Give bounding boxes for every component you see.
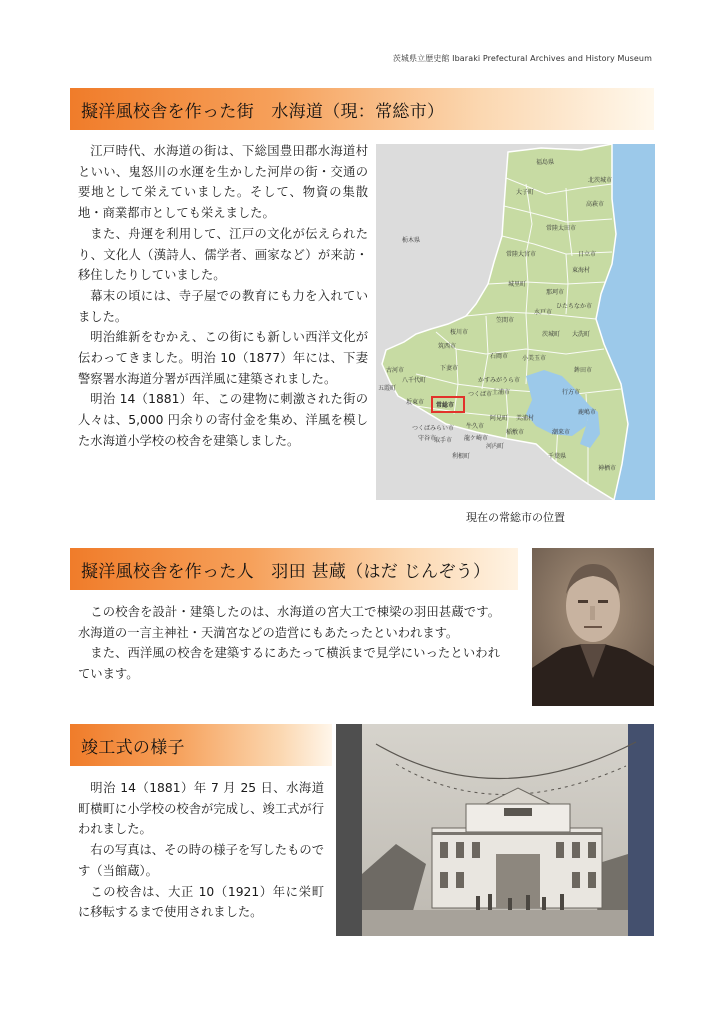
map-label-hitachiomiya: 常陸大宮市: [506, 251, 537, 258]
map-label-koga: 古河市: [386, 367, 405, 374]
map-label-kasama: 笠間市: [496, 317, 515, 324]
map-caption: 現在の常総市の位置: [466, 511, 565, 524]
map-label-chiba: 千葉県: [548, 453, 567, 460]
map-label-kashima: 鹿嶋市: [578, 409, 597, 416]
map-label-tsukubamirai: つくばみらい市: [412, 425, 455, 432]
town-paragraph-5: 明治 14（1881）年、この建物に刺激された街の人々は、5,000 円余りの寄付金を集め、洋風を模した水海道小学校の校舎を建築しました。: [78, 392, 368, 448]
map-label-daigo: 大子町: [516, 189, 535, 196]
person-description: [78, 602, 500, 685]
ceremony-paragraph-3: この校舎は、大正 10（1921）年に栄町に移転するまで使用されました。: [78, 884, 324, 920]
map-label-kamisu: 神栖市: [598, 465, 617, 472]
map-label-inashiki: 稲敷市: [506, 429, 525, 436]
map-label-kawachi: 河内町: [486, 443, 505, 450]
portrait-photo-hada-jinzo: [532, 548, 654, 706]
section-title-ceremony: 竣工式の様子: [81, 737, 185, 758]
map-label-hitachi: 日立市: [578, 251, 597, 258]
section-title-town: 擬洋風校舎を作った街 水海道（現：常総市）: [81, 101, 445, 122]
town-paragraph-4: 明治維新をむかえ、この街にも新しい西洋文化が伝わってきました。明治 10（1877）年には、下妻警察署水海道分署が西洋風に建築されました。: [78, 330, 368, 386]
map-label-tone: 利根町: [452, 453, 471, 460]
map-label-ami: 阿見町: [490, 415, 509, 422]
map-label-takahagi: 高萩市: [586, 201, 605, 208]
section-title-bar-person: [70, 548, 518, 590]
map-label-hitachinaka: ひたちなか市: [556, 303, 593, 310]
map-label-tsukuba: つくば市: [468, 391, 493, 398]
map-label-sakuragawa: 桜川市: [450, 329, 469, 336]
ceremony-paragraph-2: 右の写真は、その時の様子を写したものです（当館蔵）。: [78, 843, 324, 878]
map-label-moriya: 守谷市: [418, 435, 437, 442]
map-label-kasumigaura: かすみがうら市: [478, 377, 521, 384]
map-label-shimotsuma: 下妻市: [440, 365, 459, 372]
map-label-tochigi: 栃木県: [402, 237, 421, 244]
section-title-bar-town: [70, 88, 654, 130]
map-label-goka: 五霞町: [378, 385, 397, 392]
map-label-tokai: 東海村: [572, 267, 591, 274]
organization-header: 茨城県立歴史館 Ibaraki Prefectural Archives and History Museum: [392, 54, 652, 63]
map-label-toride: 取手市: [434, 437, 453, 444]
map-label-yachiyo: 八千代町: [402, 377, 427, 384]
map-label-fukushima: 福島県: [536, 159, 555, 166]
map-label-omitama: 小美玉市: [522, 355, 547, 362]
map-label-itako: 潮来市: [552, 429, 571, 436]
map-label-ushiku: 牛久市: [466, 423, 485, 430]
map-label-chikusei: 筑西市: [438, 343, 457, 350]
town-paragraph-1: 江戸時代、水海道の街は、下総国豊田郡水海道村といい、鬼怒川の水運を生かした河岸の街・交通の要地として栄えていました。そして、物資の集散地・商業都市としても栄えました。: [78, 144, 368, 221]
section-title-person: 擬洋風校舎を作った人 羽田 甚蔵（はだ じんぞう）: [81, 561, 491, 582]
map-label-hitachiota: 常陸太田市: [546, 225, 577, 232]
map-label-shirosato: 城里町: [508, 281, 527, 288]
map-label-namegata: 行方市: [562, 389, 581, 396]
map-label-tsuchiura: 土浦市: [492, 389, 511, 396]
person-paragraph-1: この校舎を設計・建築したのは、水海道の宮大工で棟梁の羽田甚蔵です。水海道の一言主神社・天満宮などの造営にもあたったといわれます。: [78, 605, 500, 640]
town-paragraph-2: また、舟運を利用して、江戸の文化が伝えられたり、文化人（漢詩人、儒学者、画家など）が来訪・移住したりしていました。: [78, 226, 368, 283]
ibaraki-map: [376, 144, 655, 500]
map-label-naka: 那珂市: [546, 289, 565, 296]
map-label-hokota: 鉾田市: [574, 367, 593, 374]
ceremony-paragraph-1: 明治 14（1881）年 7 月 25 日、水海道町横町に小学校の校舎が完成し、竣工式が行われました。: [78, 781, 324, 837]
map-label-ryugasaki: 龍ケ崎市: [464, 435, 489, 442]
section-title-bar-ceremony: [70, 724, 332, 766]
town-description: [78, 141, 368, 452]
map-label-joso: 常総市: [436, 402, 455, 409]
town-paragraph-3: 幕末の頃には、寺子屋での教育にも力を入れていました。: [78, 288, 368, 324]
map-label-oarai: 大洗町: [572, 331, 591, 338]
map-label-kitaibaraki: 北茨城市: [588, 177, 613, 184]
person-paragraph-2: また、西洋風の校舎を建築するにあたって横浜まで見学にいったといわれています。: [78, 646, 500, 682]
map-label-ibaraki: 茨城町: [542, 331, 561, 338]
map-label-miho: 美浦村: [516, 415, 535, 422]
map-label-mito: 水戸市: [534, 309, 553, 316]
completion-ceremony-photo: [336, 724, 654, 936]
ceremony-description: [78, 778, 324, 923]
map-label-bando: 坂東市: [406, 399, 425, 406]
map-label-ishioka: 石岡市: [490, 353, 509, 360]
